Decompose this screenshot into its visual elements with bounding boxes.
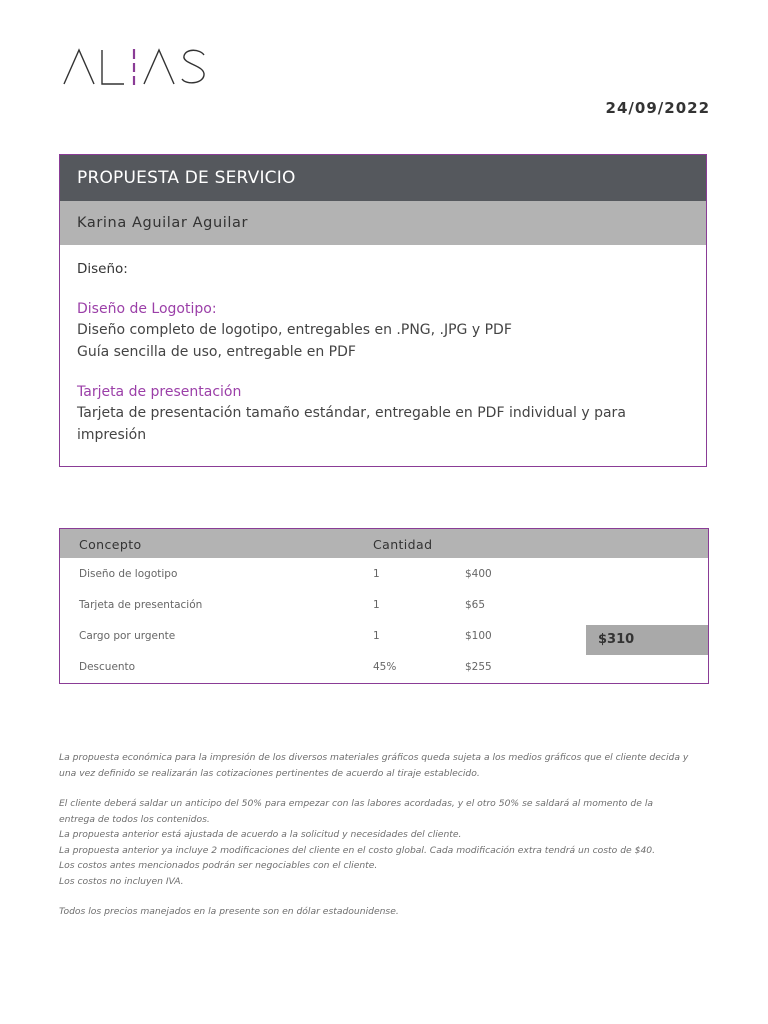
header-concept: Concepto [79,537,142,552]
alias-logo-mark [62,46,210,88]
note-line: una vez definido se realizarán las cotizaciones pertinentes de acuerdo al tiraje establecido. [59,767,480,779]
service-line: Guía sencilla de uso, entregable en PDF [77,344,356,360]
proposal-box [59,154,707,467]
alias-logo [62,46,210,88]
note-line: Los costos antes mencionados podrán ser negociables con el cliente. [59,860,378,871]
row-concept: Cargo por urgente [79,630,176,642]
row-quantity: 1 [373,630,380,642]
document-date: 24/09/2022 [605,99,710,117]
row-quantity: 1 [373,599,380,611]
row-concept: Tarjeta de presentación [79,599,203,611]
service-title: Diseño de Logotipo: [77,301,217,317]
service-title: Tarjeta de presentación [77,384,242,400]
row-quantity: 1 [373,568,380,580]
note-line: La propuesta económica para la impresión de los diversos materiales gráficos queda sujeta a los medios gráficos que el cliente decida y [59,752,689,763]
row-price: $255 [465,661,492,673]
header-quantity: Cantidad [373,537,433,552]
row-price: $100 [465,630,492,642]
table-row [60,558,708,589]
service-line: Tarjeta de presentación tamaño estándar, entregable en PDF individual y para impresión [77,405,626,443]
row-quantity: 45% [373,661,397,673]
notes-paragraph [59,796,714,889]
service-business-card [77,382,689,446]
service-line: Diseño completo de logotipo, entregables en .PNG, .JPG y PDF [77,322,512,338]
total-amount: $310 [586,625,708,655]
note-line: Los costos no incluyen IVA. [59,875,184,887]
table-row [60,589,708,620]
note-line: La propuesta anterior está ajustada de acuerdo a la solicitud y necesidades del cliente. [59,829,462,840]
client-name: Karina Aguilar Aguilar [60,201,706,245]
notes-paragraph [59,750,714,781]
notes-paragraph [59,904,714,920]
row-concept: Descuento [79,661,136,673]
proposal-body [60,245,706,446]
table-row [60,651,708,682]
price-table [59,528,709,684]
service-logo [77,299,689,363]
row-concept: Diseño de logotipo [79,568,178,580]
section-title: Diseño: [77,261,128,277]
row-price: $400 [465,568,492,580]
table-header [60,529,708,558]
note-line: La propuesta anterior ya incluye 2 modificaciones del cliente en el costo global. Cada modificación extra tendrá un costo de $40. [59,844,656,856]
note-line: entrega de todos los contenidos. [59,813,210,825]
row-price: $65 [465,599,486,611]
note-line: El cliente deberá saldar un anticipo del 50% para empezar con las labores acordadas, y el otro 50% se saldará al momento de la [59,798,654,809]
proposal-title: PROPUESTA DE SERVICIO [60,155,706,201]
note-line: Todos los precios manejados en la presente son en dólar estadounidense. [59,906,399,917]
terms-notes [59,750,714,935]
